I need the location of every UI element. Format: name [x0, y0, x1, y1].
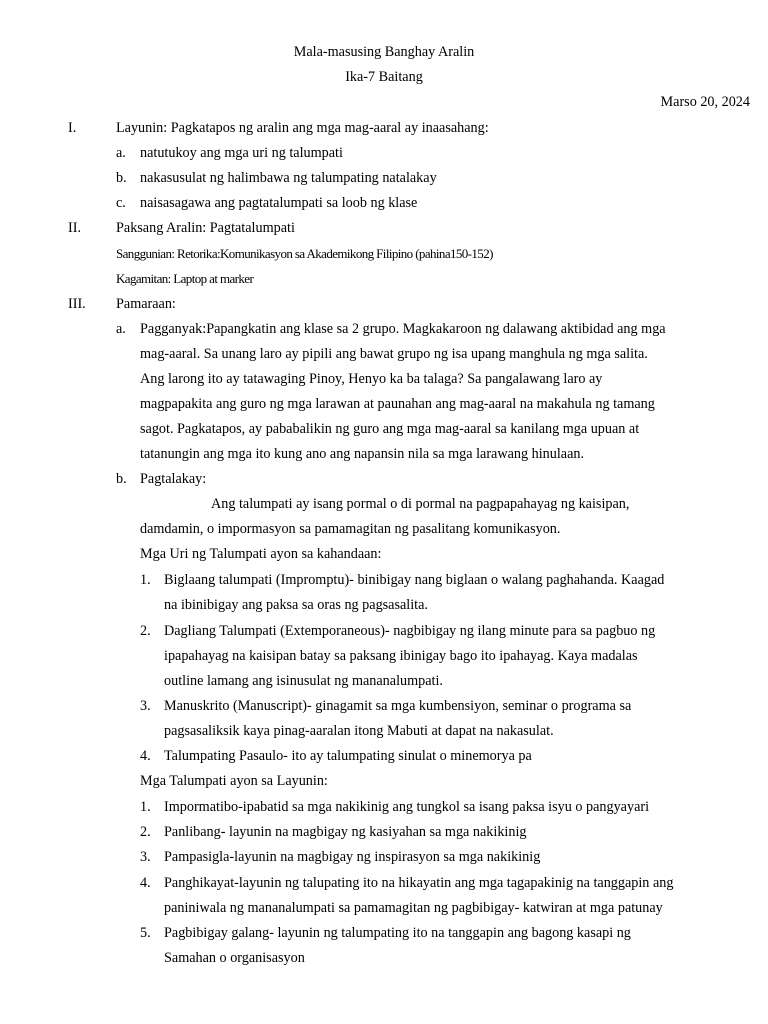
list-number: 2. [140, 824, 151, 840]
list-item: Dagliang Talumpati (Extemporaneous)- nagbibigay ng ilang minute para sa pagbuo ng [164, 623, 656, 639]
list-number: 3. [140, 698, 151, 714]
list-number: 3. [140, 849, 151, 865]
subsection-heading: Pagtalakay: [140, 471, 207, 487]
grade-level: Ika-7 Baitang [345, 69, 423, 85]
list-item: nakasusulat ng halimbawa ng talumpating natalakay [140, 170, 437, 186]
list-marker: b. [116, 471, 127, 487]
definition-line: damdamin, o impormasyon sa pamamagitan ng pasalitang komunikasyon. [140, 521, 561, 537]
section-heading: Layunin: Pagkatapos ng aralin ang mga mag-aaral ay inaasahang: [116, 120, 489, 136]
section-heading: Paksang Aralin: Pagtatalumpati [116, 220, 295, 236]
document-title: Mala-masusing Banghay Aralin [293, 44, 475, 60]
list-item: natutukoy ang mga uri ng talumpati [140, 145, 343, 161]
list-item: Pampasigla-layunin na magbigay ng inspirasyon sa mga nakikinig [164, 849, 541, 865]
list-item: pagsasaliksik kaya pinag-aaralan itong Mabuti at dapat na nakasulat. [164, 723, 554, 739]
list-marker: a. [116, 145, 126, 161]
list-item: outline lamang ang isinusulat ng mananalumpati. [164, 673, 443, 689]
list-number: 1. [140, 572, 151, 588]
list-item: Panghikayat-layunin ng talupating ito na hikayatin ang mga tagapakinig na tanggapin ang [164, 875, 674, 891]
list-item: Talumpating Pasaulo- ito ay talumpating sinulat o minemorya pa [164, 748, 532, 764]
list-marker: c. [116, 195, 126, 211]
list-item: Panlibang- layunin na magbigay ng kasiyahan sa mga nakikinig [164, 824, 527, 840]
paragraph-line: magpapakita ang guro ng mga larawan at paunahan ang mag-aaral na makahula ng tamang [140, 396, 655, 412]
list-item: Manuskrito (Manuscript)- ginagamit sa mga kumbensiyon, seminar o programa sa [164, 698, 632, 714]
lesson-date: Marso 20, 2024 [660, 94, 750, 110]
paragraph-line: Pagganyak:Papangkatin ang klase sa 2 grupo. Magkakaroon ng dalawang aktibidad ang mga [140, 321, 666, 337]
list-number: 5. [140, 925, 151, 941]
list-item: Pagbibigay galang- layunin ng talumpating ito na tanggapin ang bagong kasapi ng [164, 925, 631, 941]
list-item: naisasagawa ang pagtatalumpati sa loob ng klase [140, 195, 418, 211]
section-numeral: I. [68, 120, 77, 136]
section-numeral: II. [68, 220, 81, 236]
paragraph-line: sagot. Pagkatapos, ay pababalikin ng guro ang mga mag-aaral sa kanilang mga upuan at [140, 421, 640, 437]
list-marker: b. [116, 170, 127, 186]
list-item: ipapahayag na kaisipan batay sa paksang ibinigay bago ito ipahayag. Kaya madalas [164, 648, 638, 664]
section-heading: Pamaraan: [116, 296, 176, 312]
materials-line: Kagamitan: Laptop at marker [116, 271, 254, 286]
list-item: Impormatibo-ipabatid sa mga nakikinig ang tungkol sa isang paksa isyu o pangyayari [164, 799, 650, 815]
list-number: 4. [140, 748, 151, 764]
list-number: 2. [140, 623, 151, 639]
reference-line: Sanggunian: Retorika:Komunikasyon sa Akademikong Filipino (pahina150-152) [116, 246, 493, 261]
paragraph-line: tatanungin ang mga ito kung ano ang napansin nila sa mga larawang hinulaan. [140, 446, 585, 462]
list-number: 1. [140, 799, 151, 815]
paragraph-line: Ang larong ito ay tatawaging Pinoy, Henyo ka ba talaga? Sa pangalawang laro ay [140, 371, 603, 387]
list-item: Biglaang talumpati (Impromptu)- binibigay nang biglaan o walang paghahanda. Kaagad [164, 572, 665, 588]
list-item: paniniwala ng mananalumpati sa pamamagitan ng pagbibigay- katwiran at mga patunay [164, 900, 663, 916]
list-heading: Mga Uri ng Talumpati ayon sa kahandaan: [140, 546, 382, 562]
list-item: na ibinibigay ang paksa sa oras ng pagsasalita. [164, 597, 428, 613]
list-heading: Mga Talumpati ayon sa Layunin: [140, 773, 328, 789]
list-item: Samahan o organisasyon [164, 950, 305, 966]
definition-line: Ang talumpati ay isang pormal o di pormal na pagpapahayag ng kaisipan, [211, 496, 630, 512]
list-number: 4. [140, 875, 151, 891]
section-numeral: III. [68, 296, 86, 312]
paragraph-line: mag-aaral. Sa unang laro ay pipili ang bawat grupo ng isa upang manghula ng mga salita. [140, 346, 648, 362]
list-marker: a. [116, 321, 126, 337]
